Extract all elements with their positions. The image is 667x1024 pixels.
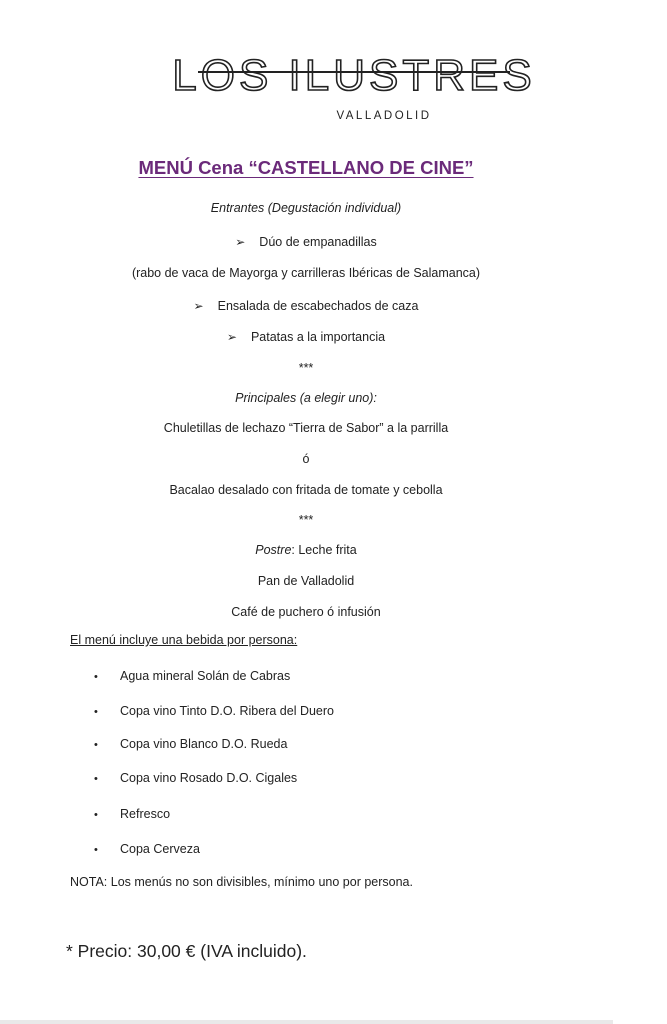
list-item: • Refresco [94,807,171,821]
page-bottom-edge [0,1020,613,1024]
menu-price: * Precio: 30,00 € (IVA incluido). [66,941,307,961]
starter-item: ➢ Ensalada de escabechados de caza [193,299,419,313]
starter-item: ➢ Patatas a la importancia [226,330,386,344]
bullet-icon: • [94,773,98,785]
menu-note: NOTA: Los menús no son divisibles, mínimo uno por persona. [70,875,413,889]
bullet-icon: • [94,706,98,718]
arrow-bullet-icon: ➢ [235,235,246,249]
main-or: ó [302,452,310,466]
mains-heading: Principales (a elegir uno): [235,391,377,405]
list-item: • Copa Cerveza [94,842,200,856]
dessert-value: : Leche frita [291,543,357,557]
starter-item: ➢ Dúo de empanadillas [235,235,377,249]
extra-item: Café de puchero ó infusión [231,605,381,619]
list-item: • Copa vino Rosado D.O. Cigales [94,771,298,785]
separator: *** [298,513,314,527]
extra-item: Pan de Valladolid [257,574,355,588]
logo-city: VALLADOLID [336,110,432,122]
menu-title: MENÚ Cena “CASTELLANO DE CINE” [138,157,474,178]
bullet-icon: • [94,671,98,683]
logo-wordmark [172,40,536,124]
bullet-icon: • [94,844,98,856]
main-item: Bacalao desalado con fritada de tomate y cebolla [169,483,443,497]
arrow-bullet-icon: ➢ [193,299,204,313]
dessert-line [0,542,667,558]
drinks-heading: El menú incluye una bebida por persona: [70,633,298,647]
list-item: • Agua mineral Solán de Cabras [94,669,291,683]
restaurant-logo [172,40,536,124]
list-item: • Copa vino Tinto D.O. Ribera del Duero [94,704,334,718]
separator: *** [298,361,314,375]
starters-heading: Entrantes (Degustación individual) [210,201,402,215]
arrow-bullet-icon: ➢ [226,330,237,344]
bullet-icon: • [94,809,98,821]
main-item: Chuletillas de lechazo “Tierra de Sabor” a la parrilla [163,421,449,435]
bullet-icon: • [94,739,98,751]
dessert-label: Postre [255,543,292,557]
starter-item-detail: (rabo de vaca de Mayorga y carrilleras Ibéricas de Salamanca) [131,266,481,280]
logo-name: LOS ILUSTRES [172,51,536,100]
list-item: • Copa vino Blanco D.O. Rueda [94,737,288,751]
